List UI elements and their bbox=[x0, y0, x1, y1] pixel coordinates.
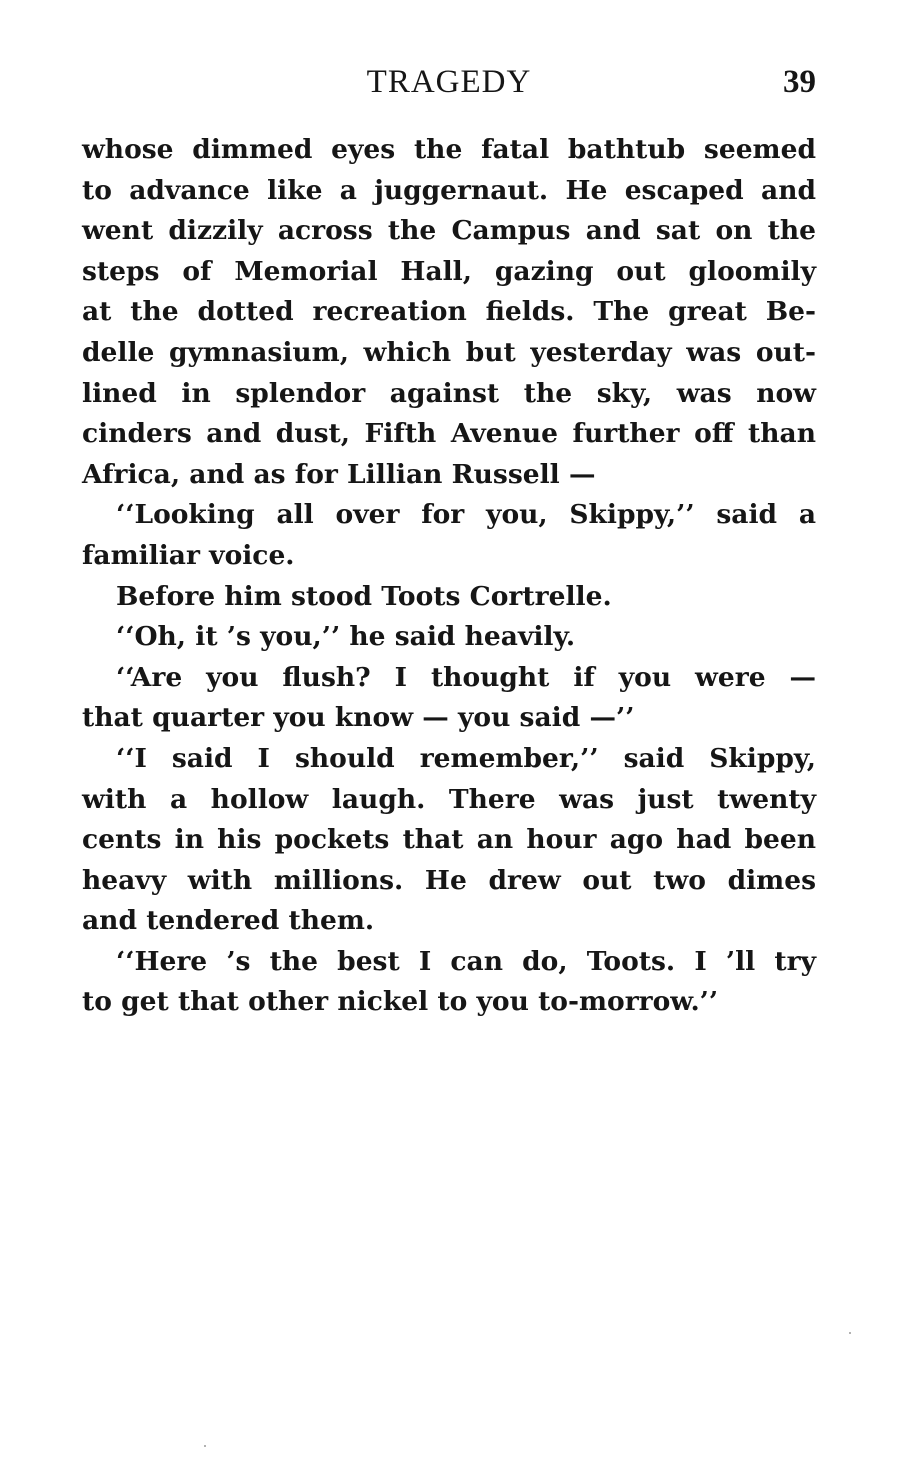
paragraph bbox=[82, 658, 816, 739]
text-line: with a hollow laugh. There was just twenty bbox=[82, 783, 816, 815]
text-line: that quarter you know — you said —’’ bbox=[82, 702, 635, 734]
paragraph bbox=[82, 495, 816, 576]
text-line: and tendered them. bbox=[82, 905, 375, 937]
text-line: cents in his pockets that an hour ago had been bbox=[82, 824, 816, 856]
text-line: heavy with millions. He drew out two dimes bbox=[82, 864, 816, 896]
text-line: whose dimmed eyes the fatal bathtub seemed bbox=[82, 134, 816, 165]
text-line: ‘‘Here ’s the best I can do, Toots. I ’ll try bbox=[116, 945, 816, 977]
text-line: familiar voice. bbox=[82, 539, 295, 571]
text-line: lined in splendor against the sky, was now bbox=[82, 377, 816, 409]
body-text bbox=[82, 130, 816, 1023]
paper-speck bbox=[849, 1332, 851, 1334]
paragraph bbox=[82, 577, 816, 618]
text-line: to advance like a juggernaut. He escaped and bbox=[82, 174, 816, 206]
paragraph bbox=[82, 617, 816, 658]
paragraph bbox=[82, 130, 816, 495]
text-line: at the dotted recreation fields. The great Be- bbox=[82, 296, 816, 328]
text-line: delle gymnasium, which but yesterday was out- bbox=[82, 336, 816, 368]
text-line: ‘‘I said I should remember,’’ said Skippy, bbox=[116, 742, 816, 774]
chapter-title: TRAGEDY bbox=[366, 64, 532, 100]
text-line: ‘‘Oh, it ’s you,’’ he said heavily. bbox=[116, 621, 576, 653]
text-line: went dizzily across the Campus and sat on the bbox=[82, 215, 816, 247]
text-line: steps of Memorial Hall, gazing out gloomily bbox=[82, 255, 816, 287]
text-line: Africa, and as for Lillian Russell — bbox=[82, 458, 596, 490]
text-line: cinders and dust, Fifth Avenue further off than bbox=[82, 418, 816, 450]
text-line: to get that other nickel to you to-morrow.’’ bbox=[82, 986, 719, 1018]
text-line: Before him stood Toots Cortrelle. bbox=[116, 580, 612, 612]
page-number: 39 bbox=[783, 64, 816, 100]
running-head bbox=[82, 62, 816, 102]
text-line: ‘‘Are you flush? I thought if you were — bbox=[116, 661, 816, 693]
text-line: ‘‘Looking all over for you, Skippy,’’ said a bbox=[116, 499, 816, 531]
paragraph bbox=[82, 739, 816, 942]
paper-speck bbox=[204, 1445, 206, 1447]
paragraph bbox=[82, 942, 816, 1023]
